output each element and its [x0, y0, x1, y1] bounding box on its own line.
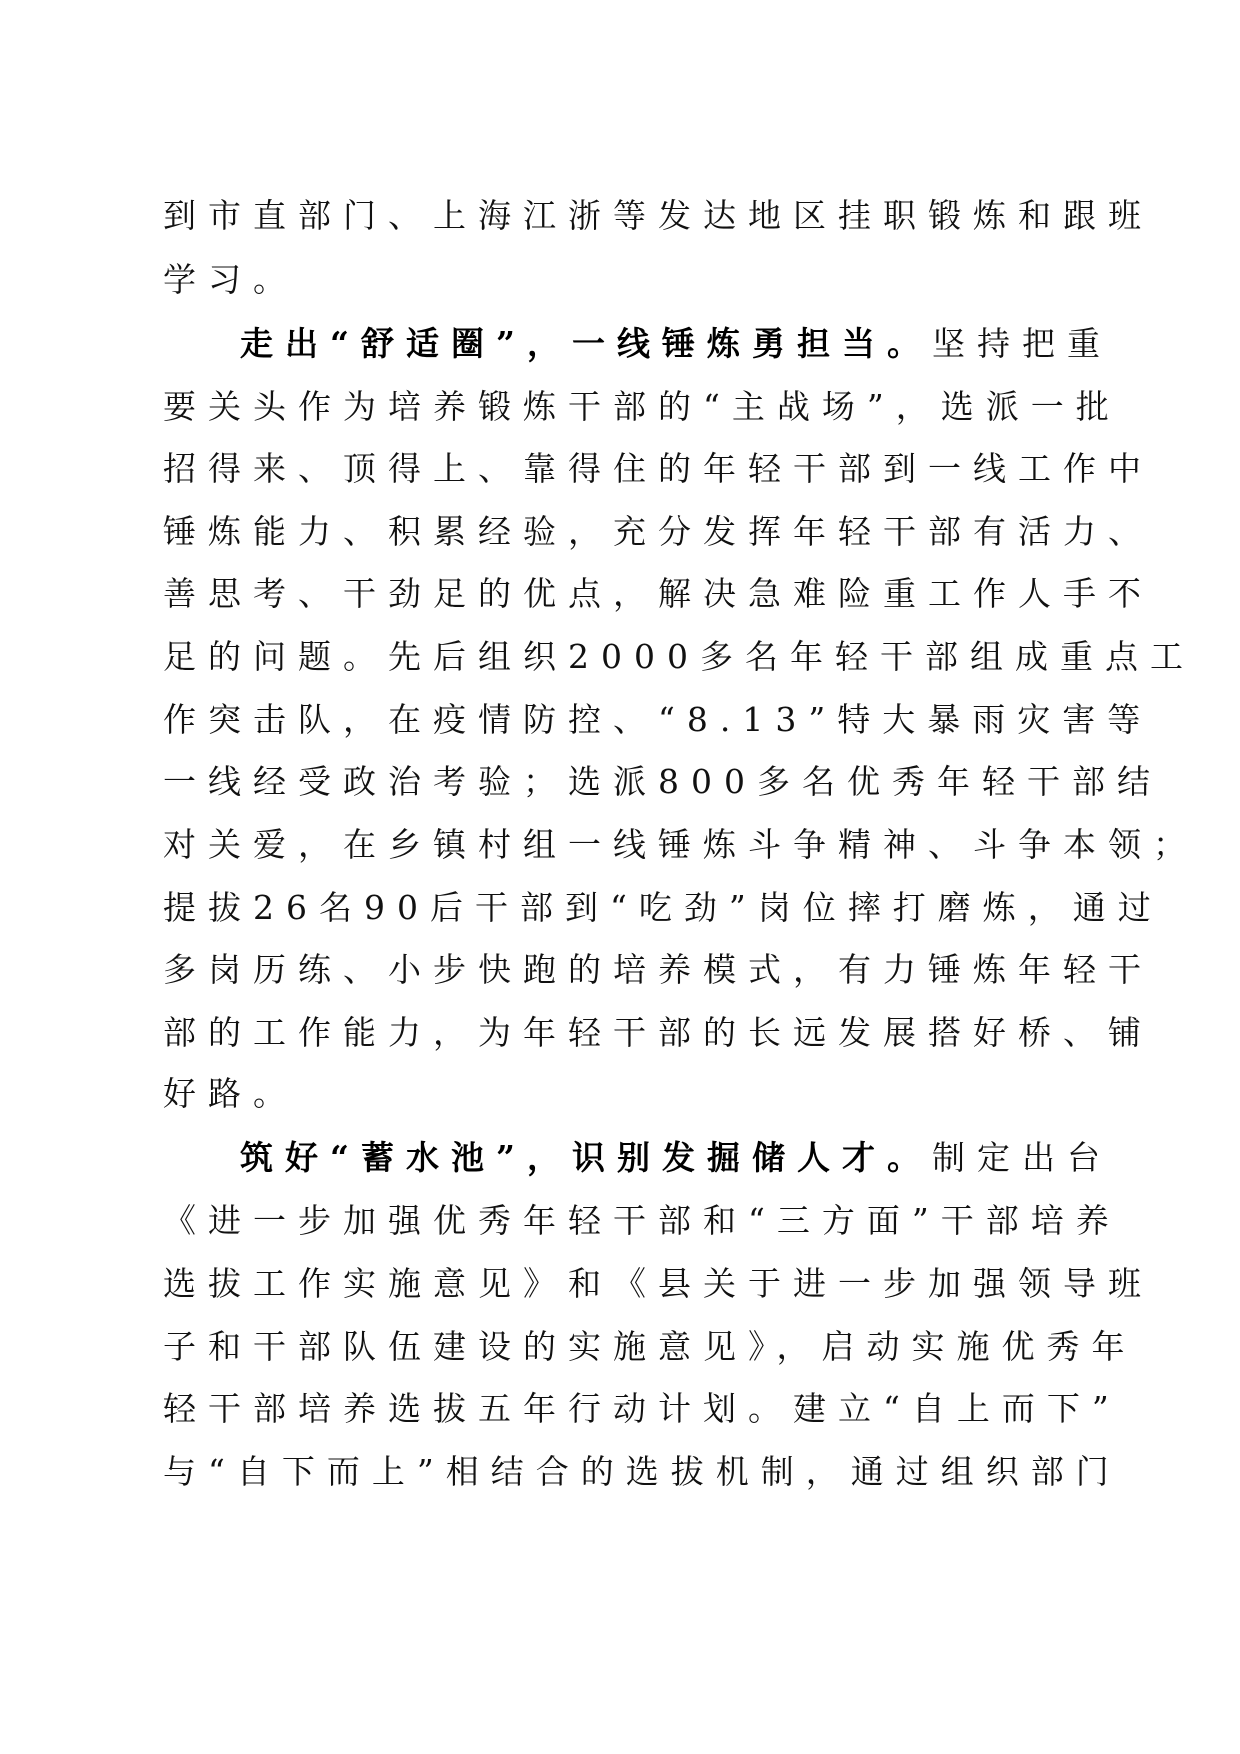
text-line: 足的问题。先后组织2000多名年轻干部组成重点工: [163, 637, 1195, 676]
text-line: 提拔26名90后干部到“吃劲”岗位摔打磨炼，通过: [163, 888, 1163, 927]
text-line: 善思考、干劲足的优点，解决急难险重工作人手不: [163, 574, 1153, 613]
text-line: 招得来、顶得上、靠得住的年轻干部到一线工作中: [163, 449, 1153, 488]
text-line: 子和干部队伍建设的实施意见》，启动实施优秀年: [163, 1327, 1137, 1366]
text-line: 轻干部培养选拔五年行动计划。建立“自上而下”: [163, 1389, 1121, 1428]
text-line: 对关爱，在乡镇村组一线锤炼斗争精神、斗争本领；: [163, 825, 1198, 864]
paragraph-lead-line: [240, 324, 1112, 364]
paragraph-lead-line: [240, 1138, 1112, 1178]
paragraph-heading: 走出“舒适圈”，一线锤炼勇担当。: [240, 324, 932, 363]
text-line: 锤炼能力、积累经验，充分发挥年轻干部有活力、: [163, 512, 1153, 551]
text-line: 要关头作为培养锻炼干部的“主战场”，选派一批: [163, 387, 1121, 426]
text-line: 多岗历练、小步快跑的培养模式，有力锤炼年轻干: [163, 950, 1153, 989]
text-run: 坚持把重: [931, 324, 1112, 363]
text-line: 《进一步加强优秀年轻干部和“三方面”干部培养: [163, 1201, 1121, 1240]
text-line: 作突击队，在疫情防控、“8.13”特大暴雨灾害等: [163, 700, 1153, 739]
text-line: 好路。: [163, 1074, 298, 1113]
text-line: 到市直部门、上海江浙等发达地区挂职锻炼和跟班: [163, 196, 1153, 235]
text-run: 制定出台: [931, 1138, 1112, 1177]
text-line: 选拔工作实施意见》和《县关于进一步加强领导班: [163, 1264, 1153, 1303]
text-line: 部的工作能力，为年轻干部的长远发展搭好桥、铺: [163, 1013, 1153, 1052]
text-line: 一线经受政治考验；选派800多名优秀年轻干部结: [163, 762, 1162, 801]
text-line: 与“自下而上”相结合的选拔机制，通过组织部门: [163, 1452, 1121, 1491]
text-line: 学习。: [163, 260, 298, 299]
paragraph-heading: 筑好“蓄水池”，识别发掘储人才。: [240, 1138, 932, 1177]
